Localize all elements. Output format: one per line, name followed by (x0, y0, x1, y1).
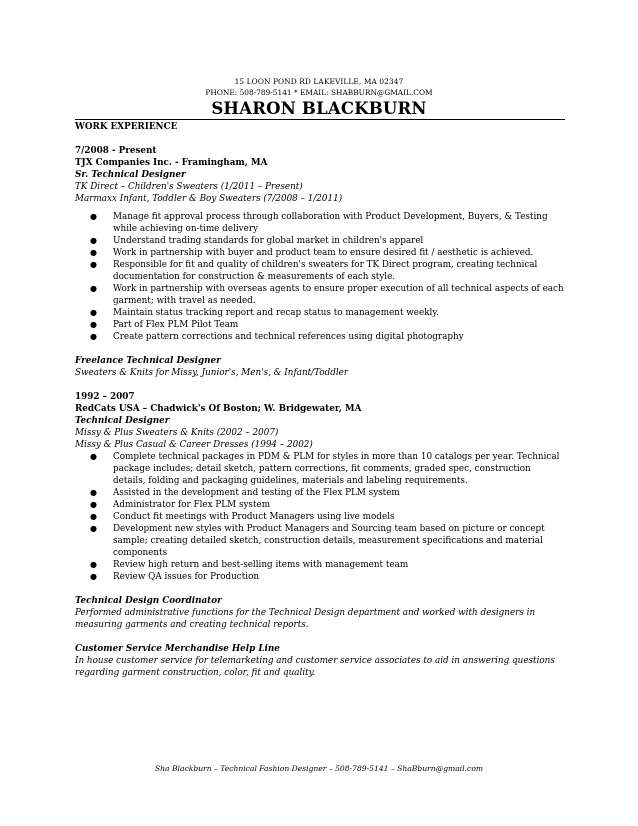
job1-dates: 7/2008 - Present (75, 146, 157, 156)
job1-subtitle-1: TK Direct – Children's Sweaters (1/2011 – Present) (75, 182, 303, 192)
list-item: ● Create pattern corrections and technical references using digital photography (90, 332, 464, 342)
list-item: ● Complete technical packages in PDM & PLM for styles in more than 10 catalogs per year. Technical package includes; detail sketch, pattern corrections, fit comments, graded spec, construction details, folding and packaging guidelines, materials and labeling requirements. (90, 452, 560, 486)
page-footer: Sha Blackburn – Technical Fashion Designer – 508-789-5141 – ShaBburn@gmail.com (154, 764, 484, 773)
list-item: ● Part of Flex PLM Pilot Team (90, 320, 239, 330)
coordinator-desc: Performed administrative functions for the Technical Design department and worked with designers in measuring garments and creating technical reports. (75, 608, 536, 630)
freelance-title: Freelance Technical Designer (75, 356, 221, 366)
header-divider (75, 119, 565, 120)
job1-bullet-list (75, 211, 565, 343)
list-item: ● Manage fit approval process through collaboration with Product Development, Buyers, & Testing while achieving on-time delivery (90, 212, 548, 234)
address-line: 15 LOON POND RD LAKEVILLE, MA 02347 (234, 77, 404, 86)
job2-subtitle-2: Missy & Plus Casual & Career Dresses (1994 – 2002) (75, 440, 313, 450)
helpline-desc: In house customer service for telemarketing and customer service associates to aid in answering questions regarding garment construction, color, fit and quality. (75, 656, 555, 678)
coordinator-title: Technical Design Coordinator (75, 596, 222, 606)
list-item: ● Development new styles with Product Managers and Sourcing team based on picture or concept sample; creating detailed sketch, construction details, measurement specifications and material components (90, 524, 545, 558)
job1-subtitle-2: Marmaxx Infant, Toddler & Boy Sweaters (7/2008 – 1/2011) (75, 194, 343, 204)
contact-line: PHONE: 508-789-5141 * EMAIL: SHABBURN@GMAIL.COM (205, 88, 433, 97)
list-item: ● Conduct fit meetings with Product Managers using live models (90, 512, 395, 522)
list-item: ● Work in partnership with overseas agents to ensure proper execution of all technical aspects of each garment; with travel as needed. (90, 284, 564, 306)
freelance-desc: Sweaters & Knits for Missy, Junior's, Men's, & Infant/Toddler (75, 368, 349, 378)
list-item: ● Maintain status tracking report and recap status to management weekly. (90, 308, 439, 318)
job2-subtitle-1: Missy & Plus Sweaters & Knits (2002 – 2007) (75, 428, 279, 438)
job1-title: Sr. Technical Designer (75, 170, 186, 180)
job2-bullet-list (75, 451, 565, 583)
applicant-name: SHARON BLACKBURN (211, 99, 427, 118)
list-item: ● Understand trading standards for global market in children's apparel (90, 236, 424, 246)
list-item: ● Work in partnership with buyer and product team to ensure desired fit / aesthetic is achieved. (90, 248, 534, 258)
list-item: ● Administrator for Flex PLM system (90, 500, 271, 510)
job2-dates: 1992 – 2007 (75, 392, 135, 402)
list-item: ● Responsible for fit and quality of children's sweaters for TK Direct program, creating technical documentation for construction & measurements of each style. (90, 260, 538, 282)
job2-company: RedCats USA – Chadwick's Of Boston; W. Bridgewater, MA (75, 404, 362, 414)
section-title: WORK EXPERIENCE (75, 122, 178, 132)
resume-body (75, 121, 565, 679)
helpline-title: Customer Service Merchandise Help Line (75, 644, 280, 654)
list-item: ● Assisted in the development and testing of the Flex PLM system (90, 488, 400, 498)
job1-company: TJX Companies Inc. - Framingham, MA (75, 158, 268, 168)
job2-title: Technical Designer (75, 416, 170, 426)
list-item: ● Review high return and best-selling items with management team (90, 560, 409, 570)
list-item: ● Review QA issues for Production (90, 572, 260, 582)
